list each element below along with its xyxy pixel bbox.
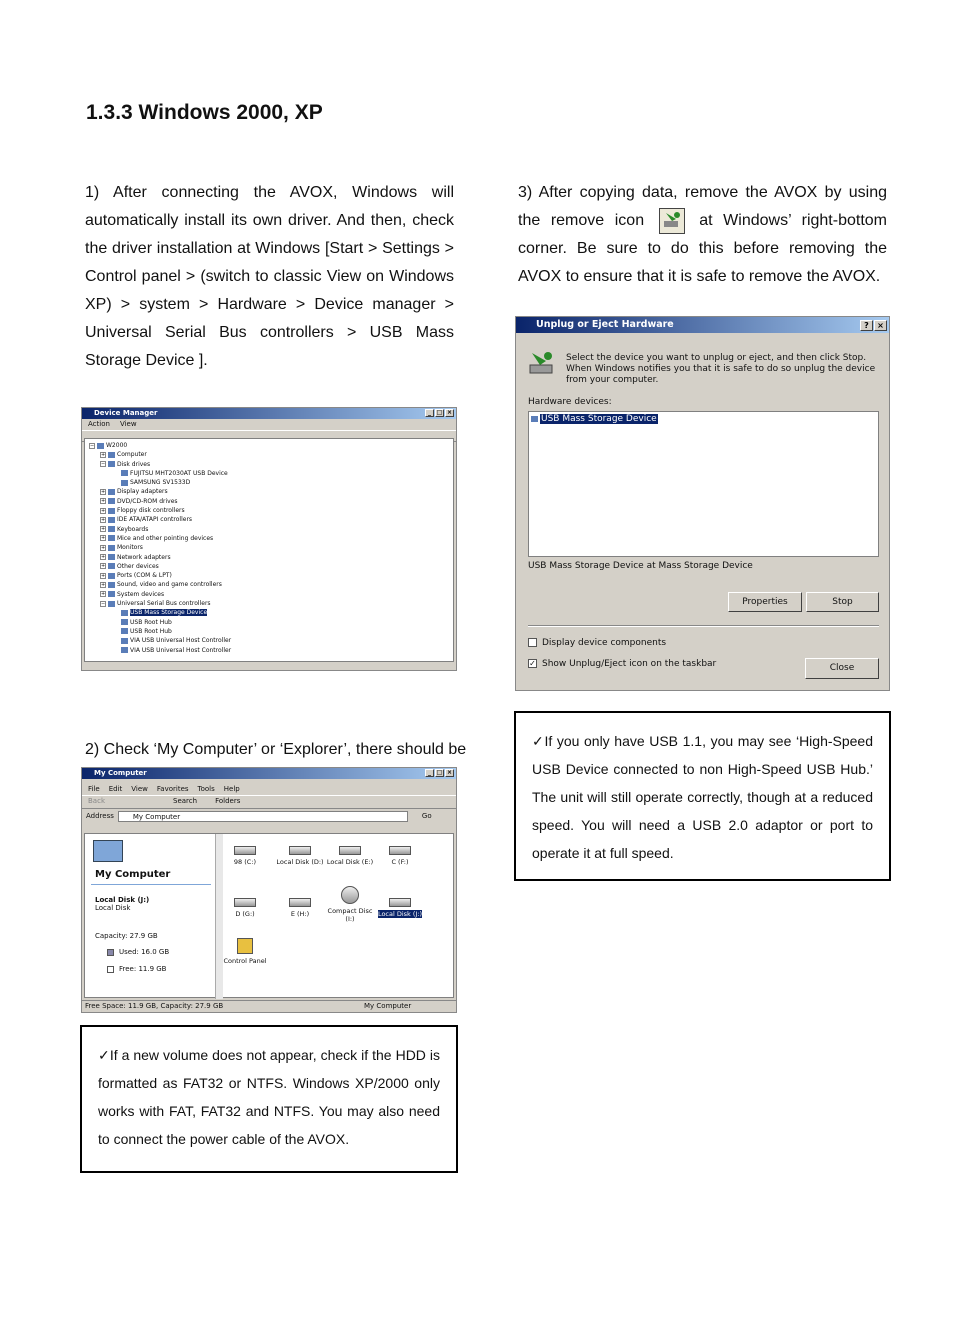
- drive-icon: [234, 846, 256, 855]
- free-label: Free: 11.9 GB: [119, 965, 167, 973]
- tree-node-label: Mice and other pointing devices: [117, 534, 214, 542]
- tree-node-label: Keyboards: [117, 525, 149, 533]
- tree-node-label: DVD/CD-ROM drives: [117, 497, 178, 505]
- drive-item[interactable]: [325, 886, 375, 923]
- drive-item[interactable]: [375, 846, 425, 866]
- help-button[interactable]: ?: [860, 320, 873, 331]
- panel-title: My Computer: [95, 869, 171, 880]
- drive-label: C (F:): [391, 858, 409, 866]
- tree-node[interactable]: [89, 515, 449, 524]
- used-label: Used: 16.0 GB: [119, 948, 170, 956]
- cd-icon: [341, 886, 359, 904]
- device-icon: [121, 647, 128, 653]
- device-icon: [121, 470, 128, 476]
- content-area: [84, 833, 454, 998]
- display-components-label: Display device components: [542, 638, 667, 648]
- expand-icon[interactable]: +: [101, 488, 106, 495]
- drive-label: Control Panel: [223, 957, 267, 965]
- drive-icon: [234, 898, 256, 907]
- device-icon: [108, 508, 115, 514]
- tree-node[interactable]: [89, 469, 449, 478]
- tree-node[interactable]: [89, 562, 449, 571]
- device-icon: [121, 619, 128, 625]
- drive-label: E (H:): [290, 910, 310, 918]
- drive-icon: [339, 846, 361, 855]
- disk-type: Local Disk: [95, 904, 131, 912]
- tree-node[interactable]: [89, 497, 449, 506]
- computer-icon: [93, 840, 123, 862]
- show-icon-label: Show Unplug/Eject icon on the taskbar: [542, 659, 717, 669]
- address-input[interactable]: My Computer: [118, 811, 408, 822]
- device-icon: [108, 545, 115, 551]
- drive-item[interactable]: [220, 898, 270, 918]
- capacity-text: Capacity: 27.9 GB: [95, 932, 158, 940]
- drive-label: Compact Disc (I:): [327, 907, 373, 923]
- drive-label: Local Disk (E:): [326, 858, 374, 866]
- device-icon: [108, 591, 115, 597]
- expand-icon[interactable]: +: [101, 572, 106, 579]
- device-tree[interactable]: [84, 438, 454, 662]
- close-button[interactable]: ×: [446, 769, 453, 776]
- drive-item[interactable]: [375, 898, 425, 918]
- expand-icon[interactable]: +: [101, 581, 106, 588]
- tree-node[interactable]: [89, 478, 449, 487]
- status-right: My Computer: [364, 1002, 412, 1010]
- device-icon: [121, 610, 128, 616]
- search-button[interactable]: Search: [173, 797, 198, 805]
- drive-icon: [389, 898, 411, 907]
- tree-node[interactable]: [89, 580, 449, 589]
- expand-icon[interactable]: +: [101, 544, 106, 551]
- tree-node-label: Universal Serial Bus controllers: [117, 600, 211, 608]
- unplug-titlebar: [516, 317, 889, 333]
- drive-item[interactable]: [275, 846, 325, 866]
- show-icon-option[interactable]: [528, 659, 716, 669]
- display-components-checkbox[interactable]: [528, 638, 537, 647]
- close-button[interactable]: ×: [446, 409, 453, 416]
- menu-help[interactable]: Help: [223, 785, 240, 793]
- menu-favorites[interactable]: Favorites: [156, 785, 189, 793]
- remove-hardware-icon: [659, 208, 685, 234]
- usb-icon: [531, 416, 538, 422]
- device-icon: [108, 526, 115, 532]
- tree-node-label: Computer: [117, 451, 147, 459]
- device-icon: [121, 628, 128, 634]
- close-dialog-button[interactable]: Close: [805, 658, 879, 679]
- device-icon: [108, 452, 115, 458]
- tree-node-label: USB Root Hub: [130, 618, 172, 626]
- used-text: [107, 948, 169, 956]
- menu-view[interactable]: View: [131, 785, 148, 793]
- menu-bar: [82, 419, 456, 430]
- drive-label: Local Disk (D:): [276, 858, 324, 866]
- tree-node[interactable]: [89, 599, 449, 608]
- step1-text: 1) After connecting the AVOX, Windows will automatically install its own driver. And then, check the driver installation at Windows [Start > Settings > Control panel > (switch to classic View on Windows XP) > system > Hardware > Device manager > Universal Serial Bus controllers > USB Mass Storage Device ].: [85, 184, 454, 369]
- expand-icon[interactable]: +: [101, 516, 106, 523]
- tree-node[interactable]: [89, 646, 449, 655]
- device-icon: [108, 535, 115, 541]
- tree-node-label: USB Root Hub: [130, 627, 172, 635]
- tree-node-label: USB Mass Storage Device: [130, 609, 208, 617]
- tree-node-label: Ports (COM & LPT): [117, 572, 172, 580]
- note-usb-speed: [514, 711, 891, 881]
- expand-icon[interactable]: +: [101, 498, 106, 505]
- tree-node-label: Network adapters: [117, 553, 171, 561]
- tree-node[interactable]: [89, 627, 449, 636]
- tree-node-label: System devices: [117, 590, 165, 598]
- tree-node[interactable]: [89, 450, 449, 459]
- go-button[interactable]: Go: [421, 812, 432, 820]
- list-item[interactable]: [529, 412, 878, 426]
- drive-item[interactable]: [220, 846, 270, 866]
- tree-node[interactable]: [89, 460, 449, 469]
- unplug-icon: [528, 351, 556, 375]
- expand-icon[interactable]: +: [101, 507, 106, 514]
- status-bar: [82, 1000, 456, 1012]
- tree-node[interactable]: [89, 618, 449, 627]
- device-icon: [108, 573, 115, 579]
- drive-label: 98 (C:): [233, 858, 257, 866]
- window-title: Device Manager: [94, 409, 158, 417]
- device-label: USB Mass Storage Device: [541, 414, 657, 424]
- tree-node-label: SAMSUNG SV1533D: [130, 479, 191, 487]
- step2-text: 2) Check ‘My Computer’ or ‘Explorer’, there should be: [85, 741, 467, 758]
- disk-name: Local Disk (J:): [95, 896, 150, 904]
- tree-node[interactable]: [89, 608, 449, 617]
- drive-label: D (G:): [235, 910, 255, 918]
- drive-item[interactable]: [325, 846, 375, 866]
- device-icon: [108, 489, 115, 495]
- drive-icon: [289, 846, 311, 855]
- menu-bar: [82, 784, 456, 795]
- device-icon: [97, 443, 104, 449]
- check-icon: ✓: [532, 733, 545, 749]
- tree-node-label: Sound, video and game controllers: [117, 581, 222, 589]
- device-info: USB Mass Storage Device at Mass Storage Device: [528, 561, 753, 571]
- maximize-button[interactable]: □: [436, 769, 443, 776]
- note-text: If a new volume does not appear, check if the HDD is formatted as FAT32 or NTFS. Windows XP/2000 only works with FAT, FAT32 and NTFS. You may also need to connect the power cable of the AVOX.: [98, 1047, 441, 1147]
- address-label: Address: [86, 812, 114, 820]
- tree-node[interactable]: [89, 571, 449, 580]
- menu-view[interactable]: View: [119, 420, 137, 428]
- device-manager-window: [81, 407, 457, 671]
- device-manager-titlebar: [82, 408, 456, 419]
- window-title: My Computer: [94, 769, 147, 777]
- tree-node-label: VIA USB Universal Host Controller: [130, 646, 232, 654]
- device-icon: [108, 554, 115, 560]
- tree-node[interactable]: [89, 543, 449, 552]
- step3-before: 3) After copying data, remove the AVOX by using the remove icon: [518, 184, 887, 229]
- show-icon-checkbox[interactable]: ✓: [529, 659, 536, 668]
- tree-node-label: FUJITSU MHT2030AT USB Device: [130, 469, 228, 477]
- expand-icon[interactable]: +: [101, 526, 106, 533]
- device-icon: [108, 563, 115, 569]
- collapse-icon[interactable]: −: [90, 442, 95, 449]
- device-icon: [108, 461, 115, 467]
- note-text: If you only have USB 1.1, you may see ‘High-Speed USB Device connected to non High-Speed USB Hub.’ The unit will still operate correctly, though at a reduced speed. You will need a USB 2.0 adaptor or port to operate it at full speed.: [532, 733, 874, 861]
- tree-node-label: Other devices: [117, 562, 159, 570]
- tree-node[interactable]: [89, 525, 449, 534]
- device-icon: [121, 638, 128, 644]
- drive-icon: [289, 898, 311, 907]
- tree-node-label: VIA USB Universal Host Controller: [130, 637, 232, 645]
- hardware-devices-label: Hardware devices:: [528, 397, 612, 407]
- free-text: [107, 965, 166, 973]
- unplug-window: [515, 316, 890, 691]
- close-button[interactable]: ×: [874, 320, 887, 331]
- collapse-icon[interactable]: −: [101, 600, 106, 607]
- display-components-option[interactable]: [528, 638, 666, 648]
- drive-item[interactable]: [220, 938, 270, 965]
- expand-icon[interactable]: +: [101, 563, 106, 570]
- tree-node[interactable]: [89, 441, 449, 450]
- device-icon: [108, 498, 115, 504]
- drive-label: Local Disk (J:): [377, 910, 423, 918]
- unplug-description: Select the device you want to unplug or eject, and then click Stop. When Windows notifies you that it is safe to do so unplug the device from your computer.: [566, 353, 876, 385]
- menu-file[interactable]: File: [88, 785, 100, 793]
- tree-node-label: IDE ATA/ATAPI controllers: [117, 516, 193, 524]
- tree-node[interactable]: [89, 487, 449, 496]
- properties-button[interactable]: Properties: [728, 592, 802, 612]
- status-left: Free Space: 11.9 GB, Capacity: 27.9 GB: [85, 1002, 224, 1010]
- address-bar: [82, 809, 456, 823]
- maximize-button[interactable]: □: [436, 409, 443, 416]
- back-button[interactable]: Back: [88, 797, 105, 805]
- tree-node-label: Floppy disk controllers: [117, 507, 185, 515]
- expand-icon[interactable]: +: [101, 554, 106, 561]
- control-panel-icon: [237, 938, 253, 954]
- expand-icon[interactable]: +: [101, 535, 106, 542]
- menu-tools[interactable]: Tools: [197, 785, 215, 793]
- toolbar: [82, 795, 456, 809]
- tree-node-label: Disk drives: [117, 460, 151, 468]
- check-icon: ✓: [98, 1047, 110, 1063]
- stop-button[interactable]: Stop: [806, 592, 879, 612]
- info-panel: [85, 834, 215, 999]
- minimize-button[interactable]: _: [425, 769, 434, 777]
- expand-icon[interactable]: +: [101, 451, 106, 458]
- tree-node-label: Monitors: [117, 544, 143, 552]
- step3-after: at Windows’ right-bottom corner. Be sure to do this before removing the AVOX to ensure that it is safe to remove the AVOX.: [518, 212, 887, 285]
- tree-node-label: Display adapters: [117, 488, 168, 496]
- drive-item[interactable]: [275, 898, 325, 918]
- step3-text: [518, 179, 887, 291]
- note-new-volume: [80, 1025, 458, 1173]
- menu-edit[interactable]: Edit: [108, 785, 123, 793]
- folders-button[interactable]: Folders: [215, 797, 241, 805]
- tree-node[interactable]: [89, 636, 449, 645]
- my-computer-titlebar: [82, 768, 456, 779]
- device-icon: [108, 601, 115, 607]
- tree-node[interactable]: [89, 553, 449, 562]
- hardware-list[interactable]: [528, 411, 879, 557]
- collapse-icon[interactable]: −: [101, 461, 106, 468]
- my-computer-window: [81, 767, 457, 1013]
- drive-icon: [389, 846, 411, 855]
- menu-action[interactable]: Action: [88, 420, 110, 428]
- device-icon: [108, 517, 115, 523]
- device-icon: [121, 480, 128, 486]
- tree-node[interactable]: [89, 506, 449, 515]
- tree-node-label: W2000: [106, 442, 128, 449]
- expand-icon[interactable]: +: [101, 591, 106, 598]
- tree-node[interactable]: [89, 534, 449, 543]
- section-heading: 1.3.3 Windows 2000, XP: [86, 101, 323, 124]
- minimize-button[interactable]: _: [425, 409, 434, 417]
- device-icon: [108, 582, 115, 588]
- window-title: Unplug or Eject Hardware: [536, 319, 674, 330]
- tree-node[interactable]: [89, 590, 449, 599]
